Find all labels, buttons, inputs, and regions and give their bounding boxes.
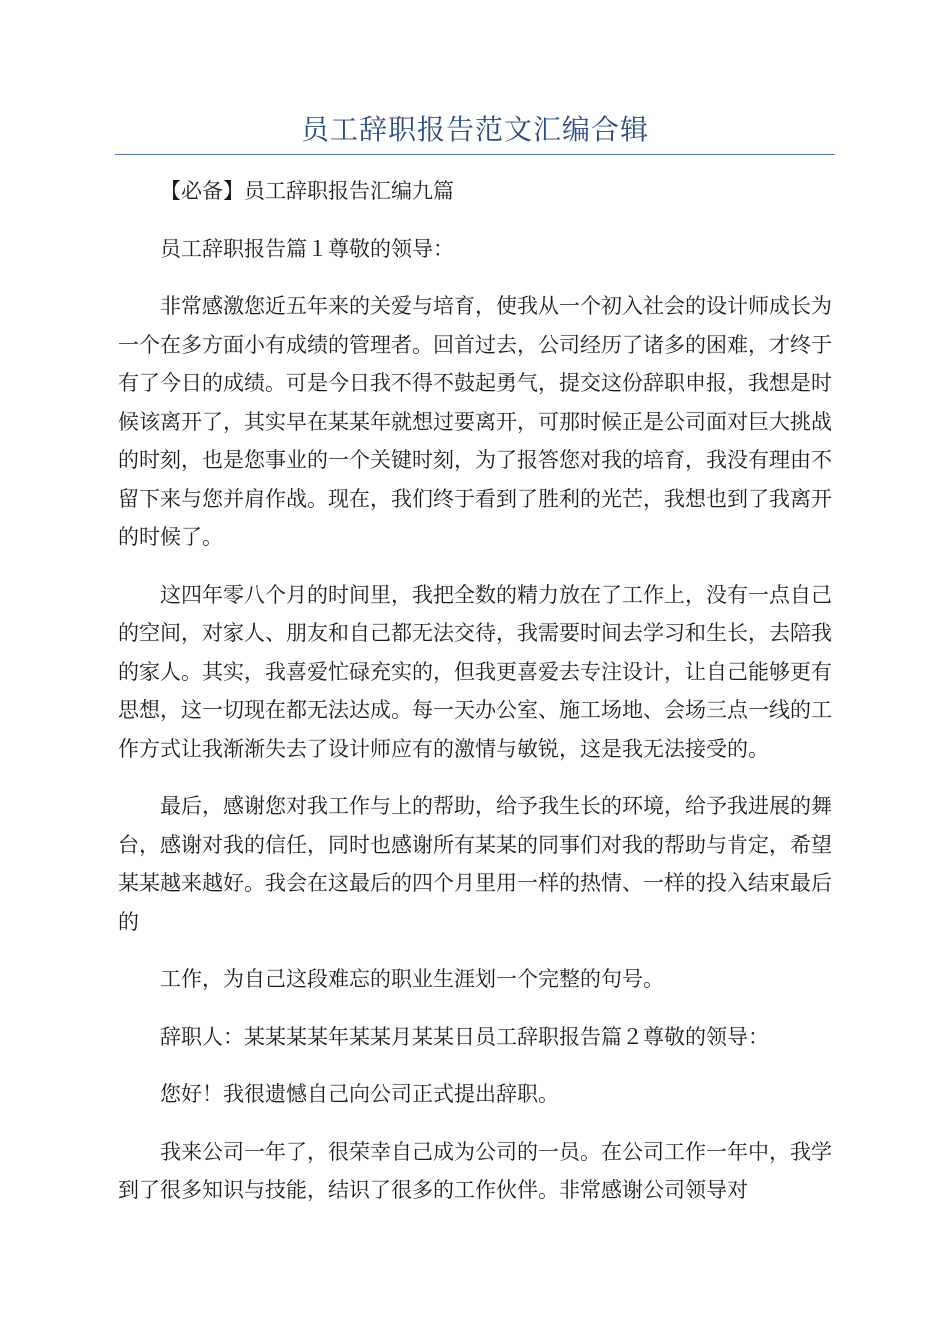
body-paragraph: 我来公司一年了，很荣幸自己成为公司的一员。在公司工作一年中，我学到了很多知识与技能，结识了很多的工作伙伴。非常感谢公司领导对 [118, 1139, 832, 1202]
signature-line: 辞职人：某某某某年某某月某某日员工辞职报告篇２尊敬的领导： [160, 1024, 769, 1049]
section-heading: 【必备】员工辞职报告汇编九篇 [160, 179, 454, 203]
letter-salutation: 员工辞职报告篇１尊敬的领导： [160, 236, 454, 261]
document-body [118, 172, 832, 1229]
body-paragraph: 工作，为自己这段难忘的职业生涯划一个完整的句号。 [160, 967, 664, 991]
title-underline [115, 154, 835, 155]
body-paragraph: 这四年零八个月的时间里，我把全数的精力放在了工作上，没有一点自己的空间，对家人、朋友和自己都无法交待，我需要时间去学习和生长，去陪我的家人。其实，我喜爱忙碌充实的，但我更喜爱去专注设计，让自己能够更有思想，这一切现在都无法达成。每一天办公室、施工场地、会场三点一线的工作方式让我渐渐失去了设计师应有的激情与敏锐，这是我无法接受的。 [118, 582, 832, 761]
body-paragraph: 最后，感谢您对我工作与上的帮助，给予我生长的环境，给予我进展的舞台，感谢对我的信任，同时也感谢所有某某的同事们对我的帮助与肯定，希望某某越来越好。我会在这最后的四个月里用一样的热情、一样的投入结束最后的 [118, 794, 832, 934]
body-paragraph: 非常感激您近五年来的关爱与培育，使我从一个初入社会的设计师成长为一个在多方面小有成绩的管理者。回首过去，公司经历了诸多的困难，才终于有了今日的成绩。可是今日我不得不鼓起勇气，提交这份辞职申报，我想是时候该离开了，其实早在某某年就想过要离开，可那时候正是公司面对巨大挑战的时刻，也是您事业的一个关键时刻，为了报答您对我的培育，我没有理由不留下来与您并肩作战。现在，我们终于看到了胜利的光芒，我想也到了我离开的时候了。 [118, 294, 832, 549]
document-title: 员工辞职报告范文汇编合辑 [300, 113, 649, 146]
body-paragraph: 您好！我很遗憾自己向公司正式提出辞职。 [160, 1082, 559, 1106]
